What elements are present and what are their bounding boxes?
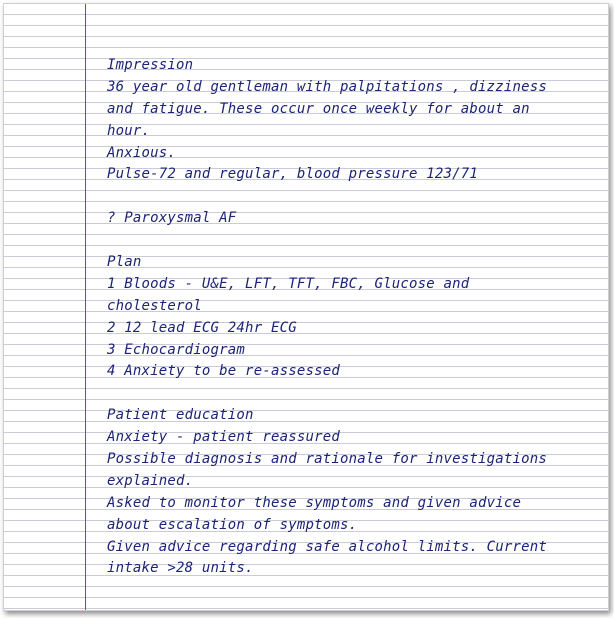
lined-paper-sheet: [3, 3, 609, 611]
plan-item: 1 Bloods - U&E, LFT, TFT, FBC, Glucose and: [107, 275, 470, 292]
education-line: explained.: [107, 472, 194, 489]
note-line: Anxious.: [107, 144, 177, 161]
heading-plan: Plan: [107, 254, 142, 271]
note-line: 36 year old gentleman with palpitations , dizziness: [107, 78, 548, 95]
heading-patient-education: Patient education: [107, 407, 254, 424]
note-line: hour.: [107, 122, 151, 139]
note-line: ? Paroxysmal AF: [107, 210, 237, 227]
education-line: Anxiety - patient reassured: [107, 429, 340, 446]
education-line: Given advice regarding safe alcohol limits. Current: [107, 538, 548, 555]
heading-impression: Impression: [107, 57, 194, 73]
plan-item: 4 Anxiety to be re-assessed: [107, 363, 340, 380]
education-line: intake >28 units.: [107, 560, 254, 577]
plan-item: 3 Echocardiogram: [107, 341, 246, 358]
blank-line: [107, 186, 567, 208]
blank-line: [107, 230, 567, 252]
note-line: and fatigue. These occur once weekly for about an: [107, 100, 530, 117]
education-line: Possible diagnosis and rationale for investigations: [107, 451, 548, 468]
handwritten-clinical-note: [107, 55, 567, 580]
plan-item: 2 12 lead ECG 24hr ECG: [107, 319, 297, 336]
blank-line: [107, 383, 567, 405]
margin-rule: [85, 4, 86, 610]
education-line: about escalation of symptoms.: [107, 516, 358, 533]
plan-item: cholesterol: [107, 297, 202, 314]
education-line: Asked to monitor these symptoms and given advice: [107, 494, 522, 511]
note-line: Pulse-72 and regular, blood pressure 123/71: [107, 166, 479, 183]
